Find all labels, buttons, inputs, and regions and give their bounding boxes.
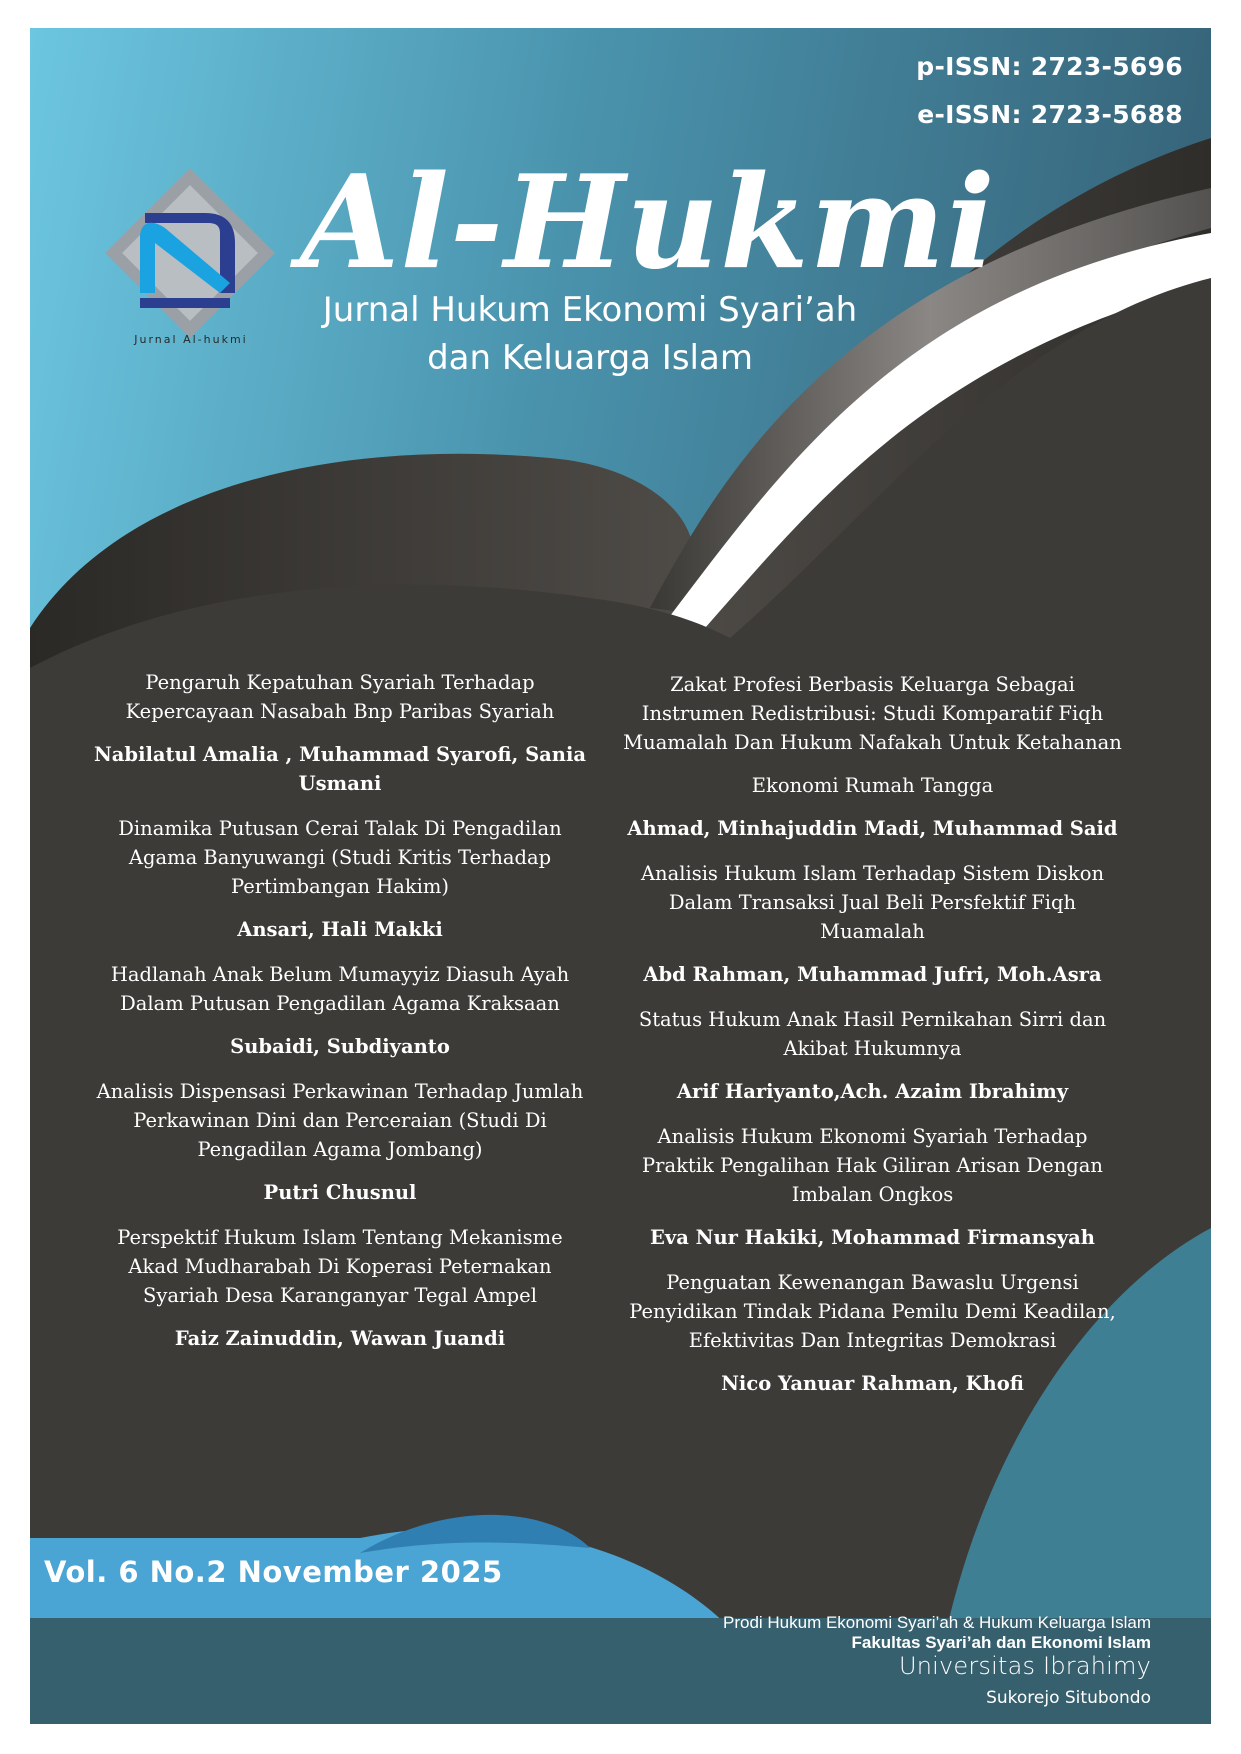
journal-name: Al-Hukmi — [300, 148, 996, 298]
article-authors: Nico Yanuar Rahman, Khofi — [721, 1372, 1024, 1395]
article-title: Analisis Hukum Islam Terhadap Sistem Diskon Dalam Transaksi Jual Beli Persfektif Fiqh Muamalah — [640, 862, 1105, 943]
article-title: Dinamika Putusan Cerai Talak Di Pengadilan Agama Banyuwangi (Studi Kritis Terhadap Pertimbangan Hakim) — [118, 817, 562, 898]
article-title: Analisis Hukum Ekonomi Syariah Terhadap Praktik Pengalihan Hak Giliran Arisan Dengan Imbalan Ongkos — [642, 1125, 1103, 1206]
publisher-program: Prodi Hukum Ekonomi Syari’ah & Hukum Keluarga Islam — [722, 1613, 1151, 1632]
article-title: Status Hukum Anak Hasil Pernikahan Sirri dan Akibat Hukumnya — [638, 1008, 1107, 1060]
print-issn: p-ISSN: 2723-5696 — [916, 52, 1183, 81]
journal-cover — [30, 28, 1211, 1724]
journal-subtitle-line1: Jurnal Hukum Ekonomi Syari’ah — [322, 290, 858, 330]
article-authors: Eva Nur Hakiki, Mohammad Firmansyah — [650, 1226, 1095, 1249]
article-authors: Subaidi, Subdiyanto — [230, 1035, 450, 1058]
table-of-contents-right — [620, 670, 1125, 1414]
article-title: Hadlanah Anak Belum Mumayyiz Diasuh Ayah Dalam Putusan Pengadilan Agama Kraksaan — [110, 963, 570, 1015]
article-authors: Arif Hariyanto,Ach. Azaim Ibrahimy — [676, 1080, 1069, 1103]
logo-caption: Jurnal Al-hukmi — [134, 333, 248, 346]
electronic-issn: e-ISSN: 2723-5688 — [917, 100, 1183, 129]
volume-issue: Vol. 6 No.2 November 2025 — [44, 1555, 503, 1589]
article-authors: Ansari, Hali Makki — [237, 918, 443, 941]
article-authors: Putri Chusnul — [263, 1181, 417, 1204]
article-authors: Faiz Zainuddin, Wawan Juandi — [174, 1327, 506, 1350]
article-authors: Abd Rahman, Muhammad Jufri, Moh.Asra — [643, 963, 1102, 986]
journal-subtitle-line2: dan Keluarga Islam — [427, 338, 753, 378]
article-title: Penguatan Kewenangan Bawaslu Urgensi Penyidikan Tindak Pidana Pemilu Demi Keadilan, Efektivitas Dan Integritas Demokrasi — [629, 1271, 1116, 1352]
article-title: Ekonomi Rumah Tangga — [751, 774, 994, 797]
article-title: Zakat Profesi Berbasis Keluarga Sebagai Instrumen Redistribusi: Studi Komparatif Fiqh Muamalah Dan Hukum Nafakah Untuk Ketahanan — [623, 673, 1122, 754]
publisher-faculty: Fakultas Syari’ah dan Ekonomi Islam — [851, 1633, 1151, 1652]
article-title: Pengaruh Kepatuhan Syariah Terhadap Kepercayaan Nasabah Bnp Paribas Syariah — [125, 671, 555, 723]
article-authors: Ahmad, Minhajuddin Madi, Muhammad Said — [627, 817, 1118, 840]
article-title: Analisis Dispensasi Perkawinan Terhadap Jumlah Perkawinan Dini dan Perceraian (Studi Di Pengadilan Agama Jombang) — [96, 1080, 584, 1161]
publisher-university: Universitas Ibrahimy — [898, 1652, 1151, 1680]
article-title: Perspektif Hukum Islam Tentang Mekanisme Akad Mudharabah Di Koperasi Peternakan Syariah Desa Karanganyar Tegal Ampel — [117, 1226, 563, 1307]
article-authors: Nabilatul Amalia , Muhammad Syarofi, Sania Usmani — [93, 743, 587, 795]
table-of-contents-left — [90, 668, 590, 1369]
publisher-location: Sukorejo Situbondo — [986, 1688, 1151, 1708]
